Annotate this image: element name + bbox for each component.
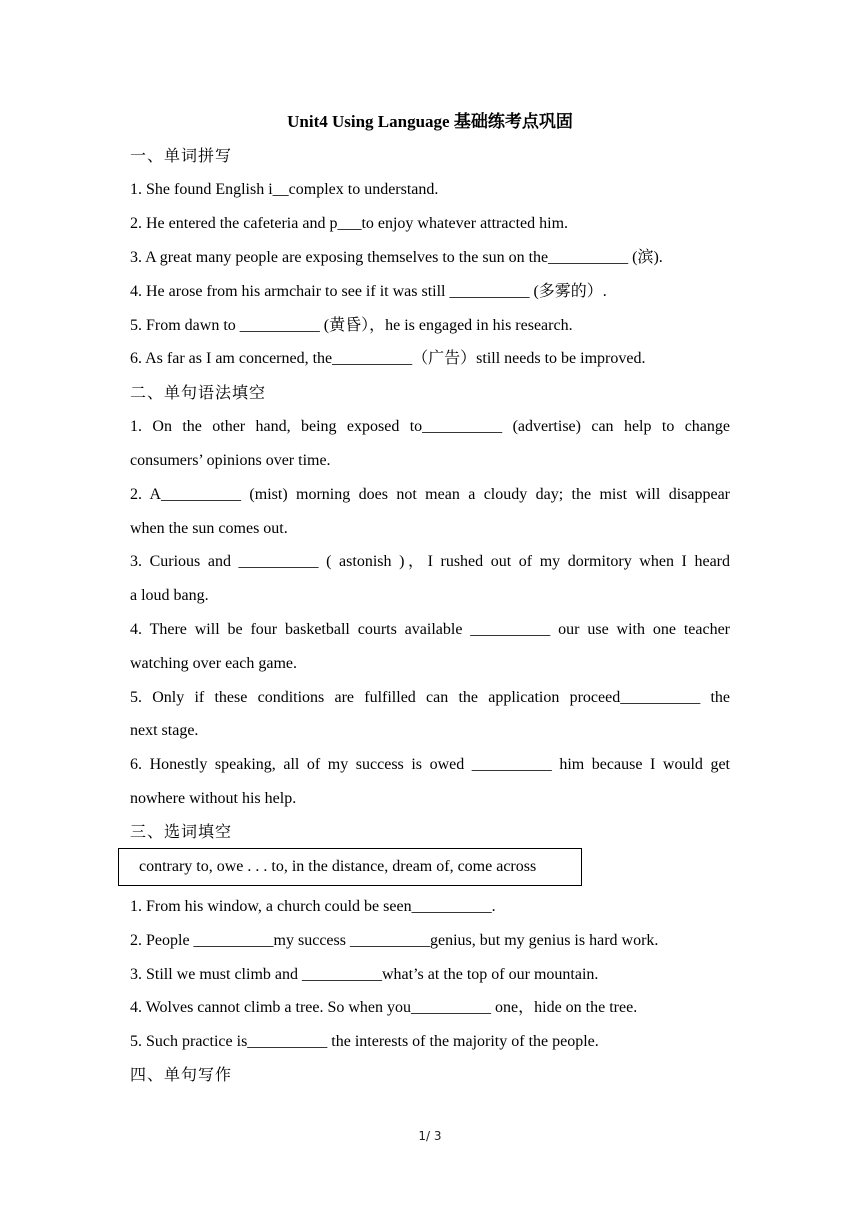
grammar-item-4-line1: 4. There will be four basketball courts available __________ our use with one teacher: [130, 621, 730, 638]
word-choice-item-2: 2. People __________my success __________genius, but my genius is hard work.: [130, 932, 659, 949]
word-bank-box: [118, 848, 582, 886]
word-choice-item-3: 3. Still we must climb and __________what’s at the top of our mountain.: [130, 966, 599, 983]
spelling-item-2: 2. He entered the cafeteria and p___to enjoy whatever attracted him.: [130, 215, 569, 232]
page-number: 1/ 3: [418, 1129, 442, 1143]
section-heading-grammar: 二、单句语法填空: [130, 383, 267, 402]
spelling-item-1: 1. She found English i__complex to understand.: [130, 181, 439, 198]
grammar-item-1-line2: consumers’ opinions over time.: [130, 452, 331, 469]
section-heading-word-choice: 三、选词填空: [130, 822, 233, 841]
word-choice-item-1: 1. From his window, a church could be seen__________.: [130, 898, 496, 915]
grammar-item-5-line1: 5. Only if these conditions are fulfilled can the application proceed__________ the: [130, 689, 730, 706]
word-choice-item-4: 4. Wolves cannot climb a tree. So when you__________ one，hide on the tree.: [130, 999, 638, 1016]
word-choice-item-5: 5. Such practice is__________ the interests of the majority of the people.: [130, 1033, 599, 1050]
grammar-item-6-line1: 6. Honestly speaking, all of my success is owed __________ him because I would get: [130, 756, 730, 773]
word-bank-text: contrary to, owe . . . to, in the distance, dream of, come across: [139, 858, 537, 875]
grammar-item-2-line2: when the sun comes out.: [130, 520, 288, 537]
document-title: Unit4 Using Language 基础练考点巩固: [287, 112, 573, 131]
spelling-item-5: 5. From dawn to __________ (黄昏），he is engaged in his research.: [130, 317, 573, 334]
spelling-item-3: 3. A great many people are exposing themselves to the sun on the__________ (滨).: [130, 249, 663, 266]
grammar-item-6-line2: nowhere without his help.: [130, 790, 297, 807]
grammar-item-2-line1: 2. A__________ (mist) morning does not mean a cloudy day; the mist will disappear: [130, 486, 730, 503]
grammar-item-1-line1: 1. On the other hand, being exposed to__________ (advertise) can help to change: [130, 418, 730, 435]
section-heading-spelling: 一、单词拼写: [130, 146, 233, 165]
section-heading-writing: 四、单句写作: [130, 1065, 233, 1084]
spelling-item-4: 4. He arose from his armchair to see if it was still __________ (多雾的）.: [130, 283, 607, 300]
grammar-item-3-line2: a loud bang.: [130, 587, 209, 604]
spelling-item-6: 6. As far as I am concerned, the__________（广告）still needs to be improved.: [130, 350, 646, 367]
grammar-item-4-line2: watching over each game.: [130, 655, 298, 672]
grammar-item-5-line2: next stage.: [130, 722, 199, 739]
grammar-item-3-line1: 3. Curious and __________ ( astonish )，I rushed out of my dormitory when I heard: [130, 553, 730, 570]
